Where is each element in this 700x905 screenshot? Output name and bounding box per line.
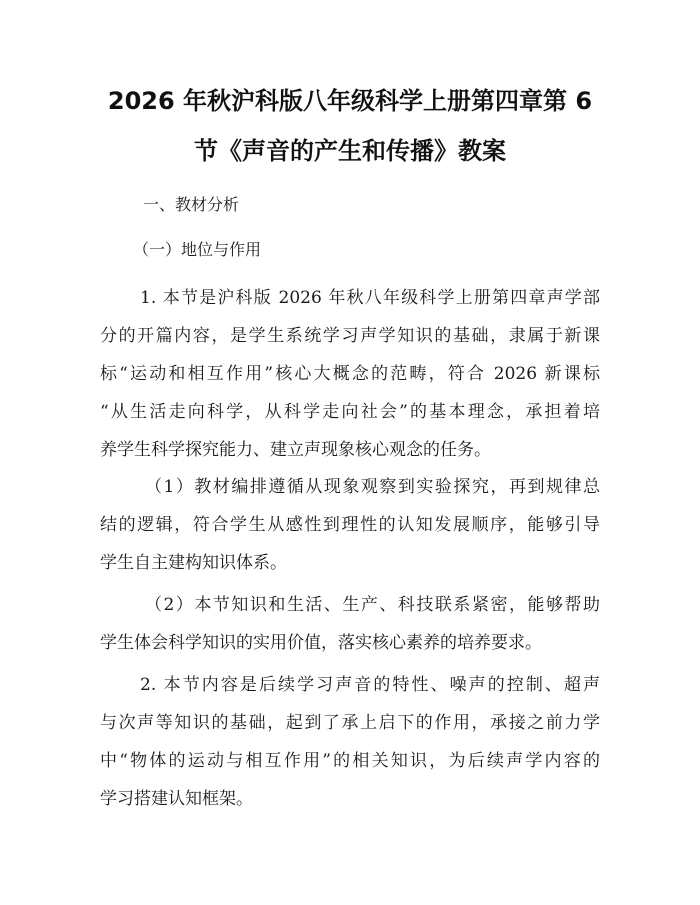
paragraph-line: 1. 本节是沪科版 2026 年秋八年级科学上册第四章声学部 (140, 288, 600, 308)
document-title-line-2: 节《声音的产生和传播》教案 (194, 137, 506, 165)
paragraph-line: （1）教材编排遵循从现象观察到实验探究，再到规律总 (145, 477, 600, 497)
paragraph-line: 2. 本节内容是后续学习声音的特性、噪声的控制、超声 (140, 675, 600, 695)
paragraph-line: （2）本节知识和生活、生产、科技联系紧密，能够帮助 (145, 595, 600, 615)
paragraph-1 (100, 279, 600, 469)
paragraph-2 (100, 468, 600, 582)
document-title-line-1: 2026 年秋沪科版八年级科学上册第四章第 6 (107, 87, 593, 115)
paragraph-line: 结的逻辑，符合学生从感性到理性的认知发展顺序，能够引导 (100, 515, 600, 535)
paragraph-line: 中“物体的运动与相互作用”的相关知识，为后续声学内容的 (100, 751, 600, 771)
paragraph-line: 学生自主建构知识体系。 (100, 553, 287, 573)
subsection-heading-position-and-role: （一）地位与作用 (133, 240, 262, 259)
paragraph-line: 分的开篇内容，是学生系统学习声学知识的基础，隶属于新课 (100, 326, 600, 346)
section-heading-textbook-analysis: 一、教材分析 (143, 195, 240, 214)
paragraph-line: 养学生科学探究能力、建立声现象核心观念的任务。 (100, 440, 491, 460)
paragraph-3 (100, 586, 600, 662)
paragraph-line: 学生体会科学知识的实用价值，落实核心素养的培养要求。 (100, 633, 542, 653)
paragraph-line: “从生活走向科学，从科学走向社会”的基本理念，承担着培 (100, 402, 600, 422)
paragraph-line: 学习搭建认知框架。 (100, 789, 253, 809)
paragraph-line: 与次声等知识的基础，起到了承上启下的作用，承接之前力学 (100, 713, 600, 733)
paragraph-line: 标“运动和相互作用”核心大概念的范畴，符合 2026 新课标 (100, 364, 600, 384)
paragraph-4 (100, 666, 600, 818)
